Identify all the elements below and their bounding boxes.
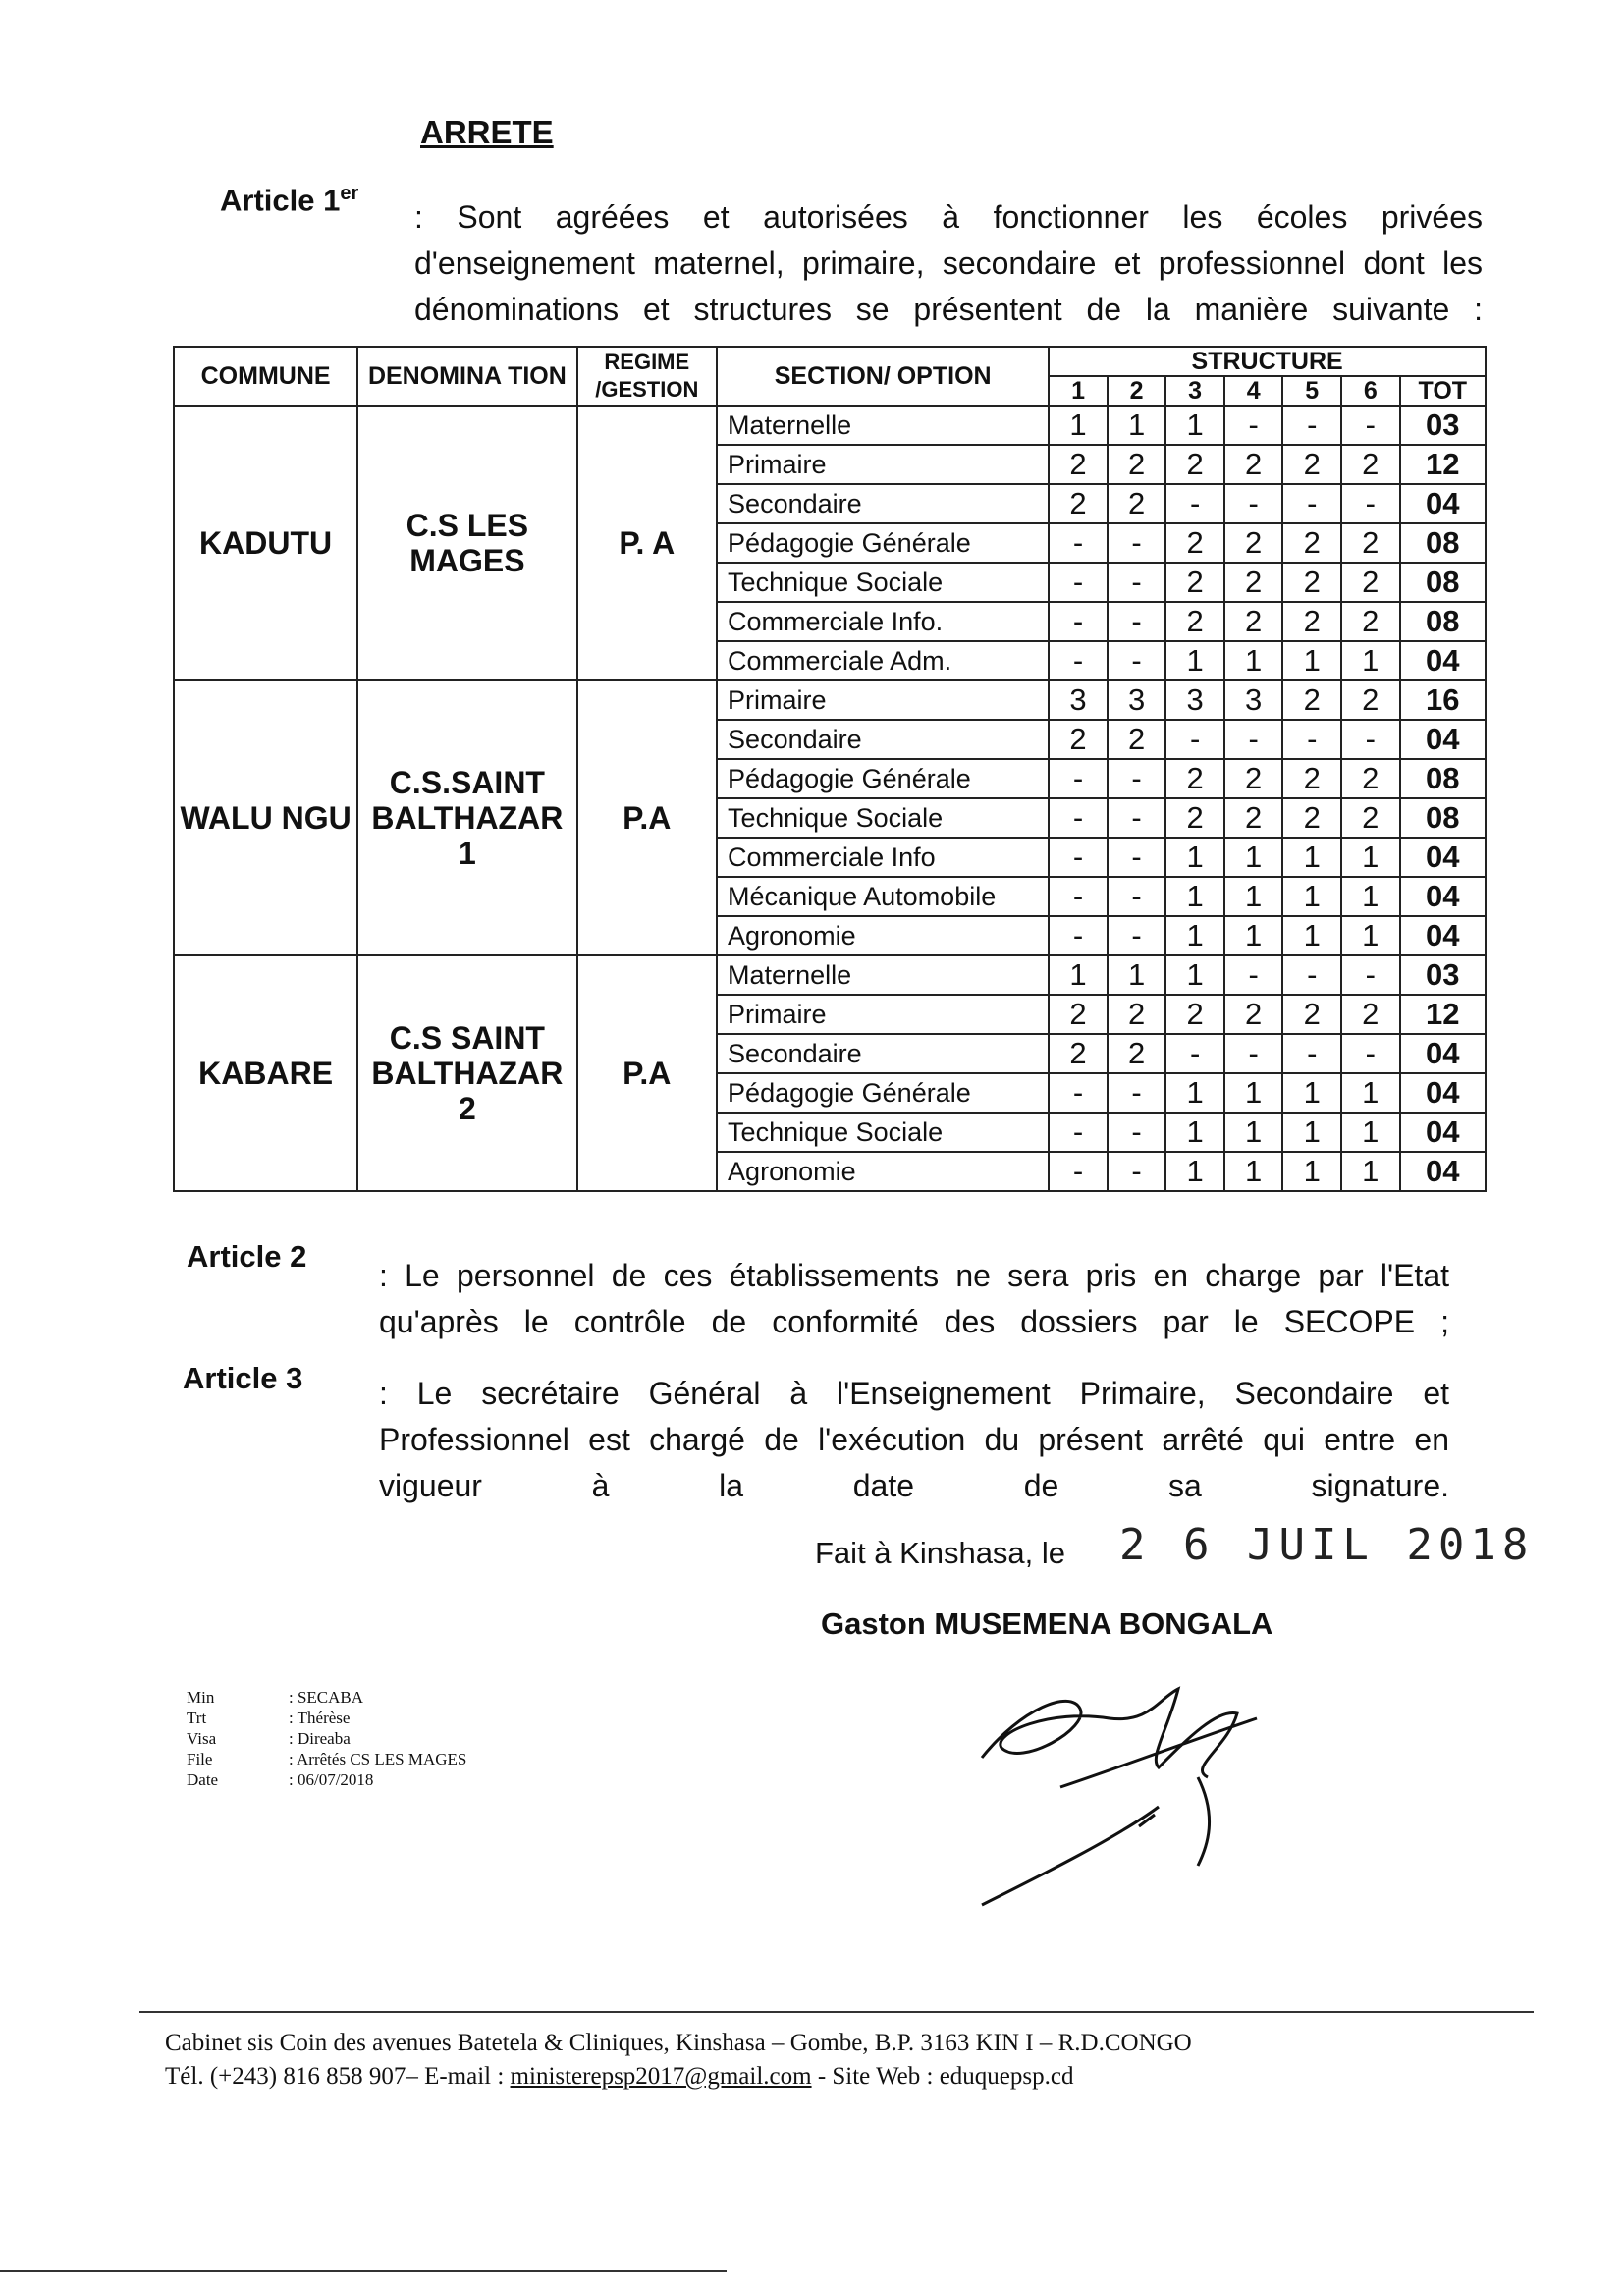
structure-cell: 1 — [1282, 1073, 1341, 1113]
structure-cell: - — [1341, 406, 1400, 445]
structure-cell: - — [1049, 1152, 1108, 1191]
structure-cell: 1 — [1224, 1113, 1283, 1152]
document-metadata — [187, 1687, 466, 1790]
article-3-text: : Le secrétaire Général à l'Enseignement Primaire, Secondaire et Professionnel est chargé de l'exécution du présent arrêté qui entre en vigueur à la date de sa signature. — [379, 1376, 1449, 1503]
structure-cell: - — [1341, 484, 1400, 523]
structure-cell: - — [1108, 1152, 1166, 1191]
structure-cell: - — [1165, 720, 1224, 759]
structure-cell: 1 — [1165, 877, 1224, 916]
metadata-key: Trt — [187, 1709, 207, 1727]
structure-cell: 1 — [1341, 916, 1400, 955]
structure-cell: - — [1049, 877, 1108, 916]
structure-cell: 2 — [1282, 445, 1341, 484]
commune-cell: KADUTU — [174, 406, 357, 680]
footer-contact — [165, 2060, 1441, 2093]
structure-cell: 1 — [1341, 641, 1400, 680]
structure-cell: 1 — [1341, 1113, 1400, 1152]
option-cell: Secondaire — [717, 1034, 1049, 1073]
article-3-label: Article 3 — [183, 1361, 303, 1395]
metadata-value: : Direaba — [289, 1729, 351, 1748]
structure-cell: 2 — [1108, 445, 1166, 484]
structure-cell: 2 — [1165, 759, 1224, 798]
total-cell: 03 — [1400, 406, 1486, 445]
structure-cell: - — [1049, 838, 1108, 877]
option-cell: Primaire — [717, 680, 1049, 720]
place-date-label: Fait à Kinshasa, le — [815, 1536, 1066, 1570]
structure-cell: - — [1049, 641, 1108, 680]
structure-cell: - — [1049, 798, 1108, 838]
structure-cell: - — [1049, 563, 1108, 602]
structure-cell: 2 — [1341, 563, 1400, 602]
structure-cell: - — [1049, 1073, 1108, 1113]
schools-structure-table — [173, 346, 1487, 1192]
metadata-value: : SECABA — [289, 1688, 364, 1707]
structure-cell: 2 — [1049, 995, 1108, 1034]
structure-cell: 2 — [1165, 445, 1224, 484]
total-cell: 04 — [1400, 1034, 1486, 1073]
structure-cell: 2 — [1341, 602, 1400, 641]
structure-cell: - — [1108, 563, 1166, 602]
total-cell: 04 — [1400, 838, 1486, 877]
total-cell: 08 — [1400, 798, 1486, 838]
structure-cell: 2 — [1224, 602, 1283, 641]
header-section: SECTION/ OPTION — [717, 347, 1049, 406]
structure-cell: 1 — [1341, 1073, 1400, 1113]
footer-divider — [139, 2011, 1534, 2013]
structure-cell: - — [1282, 720, 1341, 759]
header-col-tot: TOT — [1400, 376, 1486, 406]
table-body — [174, 406, 1486, 1191]
structure-cell: - — [1108, 877, 1166, 916]
total-cell: 08 — [1400, 563, 1486, 602]
metadata-value: : Thérèse — [289, 1709, 351, 1727]
total-cell: 04 — [1400, 641, 1486, 680]
header-col-2: 2 — [1108, 376, 1166, 406]
structure-cell: 2 — [1224, 563, 1283, 602]
option-cell: Secondaire — [717, 720, 1049, 759]
metadata-row — [187, 1728, 466, 1749]
structure-cell: - — [1049, 916, 1108, 955]
option-cell: Maternelle — [717, 406, 1049, 445]
metadata-key: Min — [187, 1688, 215, 1707]
denomination-cell: C.S SAINT BALTHAZAR 2 — [357, 955, 576, 1191]
structure-cell: 2 — [1341, 523, 1400, 563]
structure-cell: 2 — [1224, 523, 1283, 563]
structure-cell: 2 — [1341, 445, 1400, 484]
structure-cell: 2 — [1224, 995, 1283, 1034]
option-cell: Maternelle — [717, 955, 1049, 995]
structure-cell: - — [1341, 720, 1400, 759]
structure-cell: 2 — [1224, 445, 1283, 484]
structure-cell: 2 — [1108, 1034, 1166, 1073]
structure-cell: - — [1282, 1034, 1341, 1073]
signer-name: Gaston MUSEMENA BONGALA — [821, 1606, 1273, 1641]
structure-cell: 1 — [1341, 1152, 1400, 1191]
denomination-cell: C.S.SAINT BALTHAZAR 1 — [357, 680, 576, 955]
structure-cell: 2 — [1165, 995, 1224, 1034]
regime-cell: P.A — [577, 680, 718, 955]
structure-cell: 1 — [1224, 1152, 1283, 1191]
structure-cell: - — [1341, 955, 1400, 995]
footer-phone: Tél. (+243) 816 858 907– E-mail : — [165, 2063, 511, 2090]
option-cell: Pédagogie Générale — [717, 1073, 1049, 1113]
metadata-row — [187, 1769, 466, 1790]
structure-cell: - — [1108, 798, 1166, 838]
total-cell: 16 — [1400, 680, 1486, 720]
structure-cell: 2 — [1282, 602, 1341, 641]
structure-cell: - — [1341, 1034, 1400, 1073]
structure-cell: 2 — [1165, 563, 1224, 602]
footer — [165, 2027, 1441, 2093]
bottom-divider — [0, 2270, 727, 2272]
structure-cell: 1 — [1224, 641, 1283, 680]
article-2-label: Article 2 — [187, 1239, 307, 1274]
structure-cell: 1 — [1165, 1152, 1224, 1191]
structure-cell: 1 — [1165, 1073, 1224, 1113]
option-cell: Agronomie — [717, 916, 1049, 955]
structure-cell: 2 — [1049, 484, 1108, 523]
structure-cell: 1 — [1224, 1073, 1283, 1113]
article-1-label-text: Article 1 — [220, 183, 341, 218]
structure-cell: - — [1049, 1113, 1108, 1152]
header-col-1: 1 — [1049, 376, 1108, 406]
structure-cell: 2 — [1282, 798, 1341, 838]
total-cell: 04 — [1400, 877, 1486, 916]
table-row — [174, 955, 1486, 995]
total-cell: 12 — [1400, 445, 1486, 484]
footer-email-link[interactable]: ministerepsp2017@gmail.com — [510, 2063, 812, 2090]
metadata-key: Date — [187, 1770, 219, 1789]
structure-cell: - — [1282, 955, 1341, 995]
structure-cell: 1 — [1165, 838, 1224, 877]
table-row — [174, 680, 1486, 720]
structure-cell: - — [1282, 406, 1341, 445]
structure-cell: 2 — [1108, 484, 1166, 523]
total-cell: 04 — [1400, 720, 1486, 759]
handwritten-signature — [962, 1669, 1296, 1925]
article-1-label — [220, 183, 358, 218]
header-col-5: 5 — [1282, 376, 1341, 406]
structure-cell: 2 — [1341, 995, 1400, 1034]
metadata-key: Visa — [187, 1729, 217, 1748]
document-title: ARRETE — [420, 114, 554, 150]
structure-cell: - — [1224, 955, 1283, 995]
header-col-4: 4 — [1224, 376, 1283, 406]
option-cell: Pédagogie Générale — [717, 523, 1049, 563]
structure-cell: 2 — [1282, 523, 1341, 563]
structure-cell: 1 — [1108, 955, 1166, 995]
structure-cell: 1 — [1224, 877, 1283, 916]
option-cell: Commerciale Info — [717, 838, 1049, 877]
option-cell: Pédagogie Générale — [717, 759, 1049, 798]
metadata-row — [187, 1708, 466, 1728]
structure-cell: - — [1224, 720, 1283, 759]
denomination-cell: C.S LES MAGES — [357, 406, 576, 680]
total-cell: 04 — [1400, 1113, 1486, 1152]
table-row — [174, 406, 1486, 445]
structure-cell: 1 — [1282, 838, 1341, 877]
structure-cell: 3 — [1108, 680, 1166, 720]
structure-cell: - — [1282, 484, 1341, 523]
structure-cell: 2 — [1224, 759, 1283, 798]
total-cell: 08 — [1400, 759, 1486, 798]
structure-cell: 1 — [1108, 406, 1166, 445]
structure-cell: 1 — [1224, 838, 1283, 877]
structure-cell: 2 — [1341, 759, 1400, 798]
structure-cell: 1 — [1282, 641, 1341, 680]
total-cell: 04 — [1400, 1152, 1486, 1191]
structure-cell: 1 — [1049, 955, 1108, 995]
option-cell: Mécanique Automobile — [717, 877, 1049, 916]
structure-cell: 2 — [1049, 1034, 1108, 1073]
structure-cell: 2 — [1165, 798, 1224, 838]
structure-cell: - — [1224, 484, 1283, 523]
metadata-value: : Arrêtés CS LES MAGES — [289, 1750, 467, 1768]
structure-cell: 2 — [1282, 759, 1341, 798]
structure-cell: 2 — [1341, 798, 1400, 838]
option-cell: Agronomie — [717, 1152, 1049, 1191]
structure-cell: - — [1108, 838, 1166, 877]
structure-cell: 1 — [1282, 1113, 1341, 1152]
structure-cell: 1 — [1165, 955, 1224, 995]
structure-cell: 2 — [1049, 445, 1108, 484]
total-cell: 04 — [1400, 484, 1486, 523]
structure-cell: 1 — [1165, 641, 1224, 680]
structure-cell: 2 — [1224, 798, 1283, 838]
structure-cell: - — [1049, 759, 1108, 798]
header-structure: STRUCTURE — [1049, 347, 1486, 376]
header-col-3: 3 — [1165, 376, 1224, 406]
structure-cell: 3 — [1165, 680, 1224, 720]
structure-cell: - — [1165, 484, 1224, 523]
metadata-value: : 06/07/2018 — [289, 1770, 374, 1789]
total-cell: 08 — [1400, 602, 1486, 641]
header-denomination: DENOMINA TION — [357, 347, 576, 406]
option-cell: Technique Sociale — [717, 563, 1049, 602]
total-cell: 03 — [1400, 955, 1486, 995]
option-cell: Commerciale Info. — [717, 602, 1049, 641]
structure-cell: 2 — [1341, 680, 1400, 720]
structure-cell: - — [1108, 759, 1166, 798]
regime-cell: P. A — [577, 406, 718, 680]
regime-cell: P.A — [577, 955, 718, 1191]
structure-cell: 2 — [1108, 720, 1166, 759]
article-1-superscript: er — [340, 183, 359, 204]
structure-cell: - — [1165, 1034, 1224, 1073]
total-cell: 04 — [1400, 916, 1486, 955]
structure-cell: 1 — [1341, 877, 1400, 916]
structure-cell: 1 — [1224, 916, 1283, 955]
structure-cell: - — [1108, 916, 1166, 955]
structure-cell: 2 — [1282, 680, 1341, 720]
metadata-row — [187, 1687, 466, 1708]
structure-cell: 1 — [1049, 406, 1108, 445]
structure-cell: 1 — [1282, 1152, 1341, 1191]
structure-cell: 2 — [1108, 995, 1166, 1034]
structure-cell: - — [1108, 1113, 1166, 1152]
structure-cell: 3 — [1224, 680, 1283, 720]
header-regime: REGIME /GESTION — [577, 347, 718, 406]
footer-website: - Site Web : eduquepsp.cd — [811, 2063, 1074, 2090]
header-col-6: 6 — [1341, 376, 1400, 406]
structure-cell: 2 — [1165, 523, 1224, 563]
option-cell: Primaire — [717, 445, 1049, 484]
stamped-date: 2 6 JUIL 2018 — [1119, 1520, 1535, 1570]
structure-cell: 2 — [1165, 602, 1224, 641]
article-2-text: : Le personnel de ces établissements ne sera pris en charge par l'Etat qu'après le contrôle de conformité des dossiers par le SECOPE ; — [379, 1258, 1449, 1339]
structure-cell: - — [1224, 406, 1283, 445]
structure-cell: 2 — [1049, 720, 1108, 759]
metadata-row — [187, 1749, 466, 1769]
header-commune: COMMUNE — [174, 347, 357, 406]
structure-cell: - — [1108, 641, 1166, 680]
footer-address: Cabinet sis Coin des avenues Batetela & Cliniques, Kinshasa – Gombe, B.P. 3163 KIN I – R.D.CONGO — [165, 2030, 1192, 2056]
option-cell: Technique Sociale — [717, 798, 1049, 838]
structure-cell: - — [1049, 523, 1108, 563]
structure-cell: - — [1108, 523, 1166, 563]
commune-cell: WALU NGU — [174, 680, 357, 955]
option-cell: Technique Sociale — [717, 1113, 1049, 1152]
structure-cell: 3 — [1049, 680, 1108, 720]
total-cell: 08 — [1400, 523, 1486, 563]
total-cell: 04 — [1400, 1073, 1486, 1113]
structure-cell: - — [1224, 1034, 1283, 1073]
structure-cell: 1 — [1165, 406, 1224, 445]
structure-cell: - — [1049, 602, 1108, 641]
structure-cell: - — [1108, 602, 1166, 641]
total-cell: 12 — [1400, 995, 1486, 1034]
metadata-key: File — [187, 1750, 213, 1768]
structure-cell: - — [1108, 1073, 1166, 1113]
option-cell: Commerciale Adm. — [717, 641, 1049, 680]
structure-cell: 1 — [1282, 916, 1341, 955]
structure-cell: 1 — [1165, 1113, 1224, 1152]
structure-cell: 1 — [1165, 916, 1224, 955]
structure-cell: 2 — [1282, 563, 1341, 602]
structure-cell: 1 — [1282, 877, 1341, 916]
option-cell: Primaire — [717, 995, 1049, 1034]
option-cell: Secondaire — [717, 484, 1049, 523]
structure-cell: 2 — [1282, 995, 1341, 1034]
article-1-text: : Sont agréées et autorisées à fonctionner les écoles privées d'enseignement maternel, primaire, secondaire et professionnel dont les dénominations et structures se présentent de la manière suivante : — [414, 199, 1483, 327]
commune-cell: KABARE — [174, 955, 357, 1191]
structure-cell: 1 — [1341, 838, 1400, 877]
